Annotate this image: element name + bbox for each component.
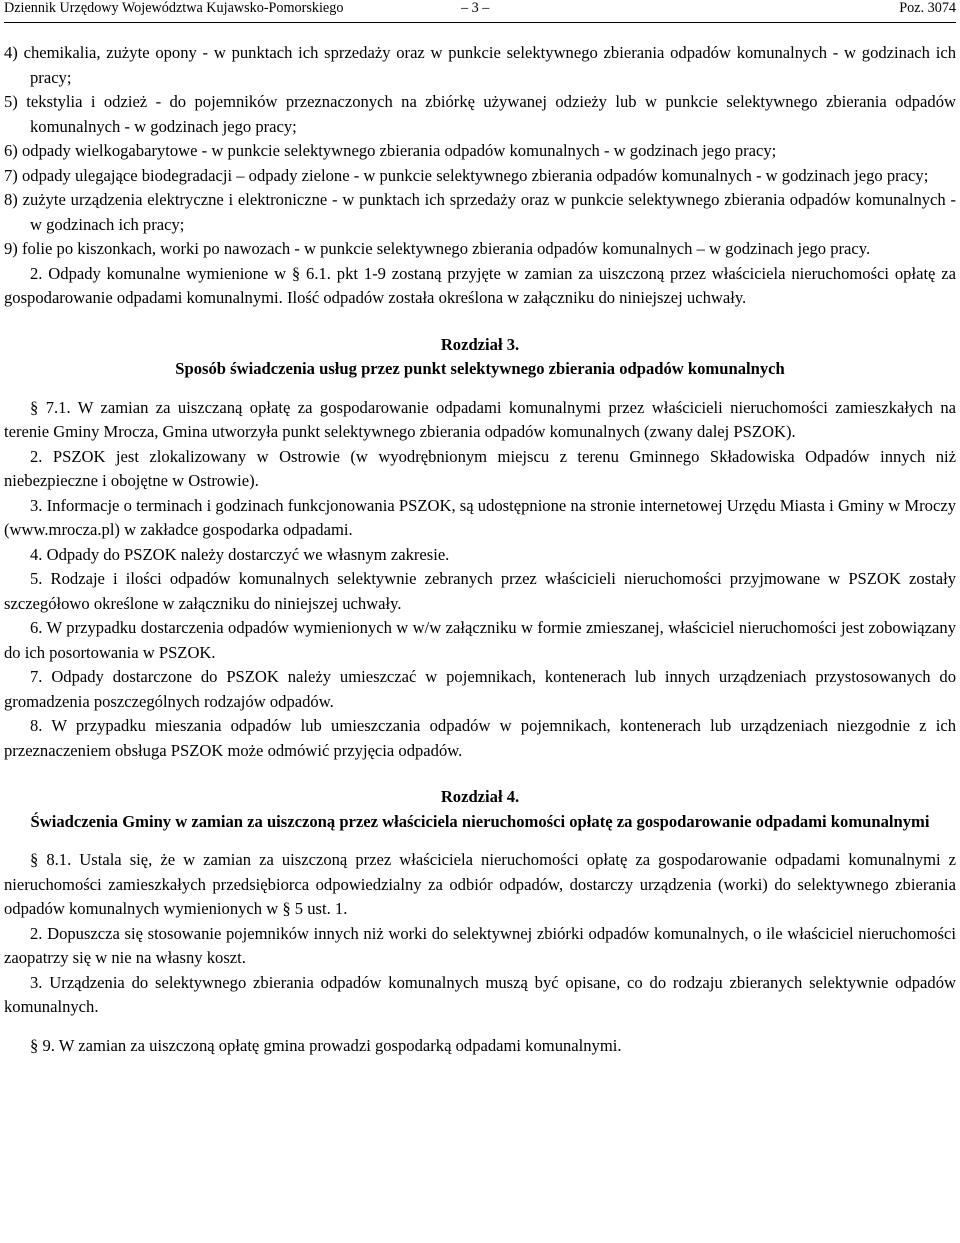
list-item: 7) odpady ulegające biodegradacji – odpady zielone - w punkcie selektywnego zbierania odpadów komunalnych - w godzinach jego pracy;: [4, 165, 929, 185]
paragraph: 4. Odpady do PSZOK należy dostarczyć we własnym zakresie.: [30, 544, 450, 564]
paragraph: 2. Odpady komunalne wymienione w § 6.1. pkt 1-9 zostaną przyjęte w zamian za uiszczoną przez właściciela nieruchomości opłatę za gospodarowanie odpadami komunalnymi. Ilość odpadów została określona w załączniku do niniejszej uchwały.: [4, 263, 956, 307]
document-body: [4, 41, 956, 1058]
list-item: 6) odpady wielkogabarytowe - w punkcie selektywnego zbierania odpadów komunalnych - w godzinach jego pracy;: [4, 141, 777, 160]
paragraph: 2. PSZOK jest zlokalizowany w Ostrowie (w wyodrębnionym miejscu z terenu Gminnego Składowiska Odpadów innych niż niebezpieczne i obojętne w Ostrowie).: [4, 446, 956, 490]
spacer: [4, 763, 956, 785]
paragraph: § 7.1. W zamian za uiszczaną opłatę za gospodarowanie odpadami komunalnymi przez właścicieli nieruchomości zamieszkałych na terenie Gminy Mrocza, Gmina utworzyła punkt selektywnego zbierania odpadów komunalnych (zwany dalej PSZOK).: [4, 397, 956, 441]
page-number: – 3 –: [461, 0, 490, 16]
paragraph: 6. W przypadku dostarczenia odpadów wymienionych w w/w załączniku w formie zmieszanej, właściciel nieruchomości jest zobowiązany do ich posortowania w PSZOK.: [4, 618, 956, 662]
chapter-title: Sposób świadczenia usług przez punkt selektywnego zbierania odpadów komunalnych: [175, 359, 785, 378]
paragraph: 7. Odpady dostarczone do PSZOK należy umieszczać w pojemnikach, kontenerach lub innych urządzeniach przystosowanych do gromadzenia poszczególnych rodzajów odpadów.: [4, 667, 956, 711]
page-header: [4, 0, 956, 23]
paragraph: § 8.1. Ustala się, że w zamian za uiszczoną przez właściciela nieruchomości opłatę za gospodarowanie odpadami komunalnymi z nieruchomości zamieszkałych przedsiębiorca odpowiedzialny za odbiór odpadów, dostarczy urządzenia (worki) do selektywnego zbierania odpadów komunalnych wymienionych w § 5 ust. 1.: [4, 850, 956, 918]
chapter-title: Świadczenia Gminy w zamian za uiszczoną przez właściciela nieruchomości opłatę za gospodarowanie odpadami komunalnymi: [30, 811, 930, 831]
paragraph: 3. Urządzenia do selektywnego zbierania odpadów komunalnych muszą być opisane, co do rodzaju zbieranych selektywnie odpadów komunalnych.: [4, 972, 956, 1016]
spacer: [4, 834, 956, 848]
spacer: [4, 1020, 956, 1034]
list-item: 5) tekstylia i odzież - do pojemników przeznaczonych na zbiórkę używanej odzieży lub w punkcie selektywnego zbierania odpadów komunalnych - w godzinach jego pracy;: [4, 92, 956, 136]
chapter-number: Rozdział 4.: [440, 787, 520, 806]
paragraph: 8. W przypadku mieszania odpadów lub umieszczania odpadów w pojemnikach, kontenerach lub urządzeniach niezgodnie z ich przeznaczeniem obsługa PSZOK może odmówić przyjęcia odpadów.: [4, 716, 956, 760]
paragraph: 5. Rodzaje i ilości odpadów komunalnych selektywnie zebranych przez właścicieli nieruchomości przyjmowane w PSZOK zostały szczegółowo określone w załączniku do niniejszej uchwały.: [4, 569, 956, 613]
list-item: 4) chemikalia, zużyte opony - w punktach ich sprzedaży oraz w punkcie selektywnego zbierania odpadów komunalnych - w godzinach ich pracy;: [4, 43, 956, 87]
position-number: Poz. 3074: [899, 0, 956, 16]
paragraph: 3. Informacje o terminach i godzinach funkcjonowania PSZOK, są udostępnione na stronie internetowej Urzędu Miasta i Gminy w Mroczy (www.mrocza.pl) w zakładce gospodarka odpadami.: [4, 495, 956, 539]
spacer: [4, 311, 956, 333]
paragraph: § 9. W zamian za uiszczoną opłatę gmina prowadzi gospodarką odpadami komunalnymi.: [30, 1035, 622, 1055]
paragraph: 2. Dopuszcza się stosowanie pojemników innych niż worki do selektywnej zbiórki odpadów komunalnych, o ile właściciel nieruchomości zaopatrzy się w nie na własny koszt.: [4, 923, 956, 967]
journal-title: Dziennik Urzędowy Województwa Kujawsko-Pomorskiego: [4, 0, 344, 16]
list-item: 8) zużyte urządzenia elektryczne i elektroniczne - w punktach ich sprzedaży oraz w punkcie selektywnego zbierania odpadów komunalnych - w godzinach ich pracy;: [4, 190, 956, 234]
chapter-number: Rozdział 3.: [440, 334, 520, 354]
list-item: 9) folie po kiszonkach, worki po nawozach - w punkcie selektywnego zbierania odpadów komunalnych – w godzinach jego pracy.: [4, 239, 871, 258]
spacer: [4, 382, 956, 396]
